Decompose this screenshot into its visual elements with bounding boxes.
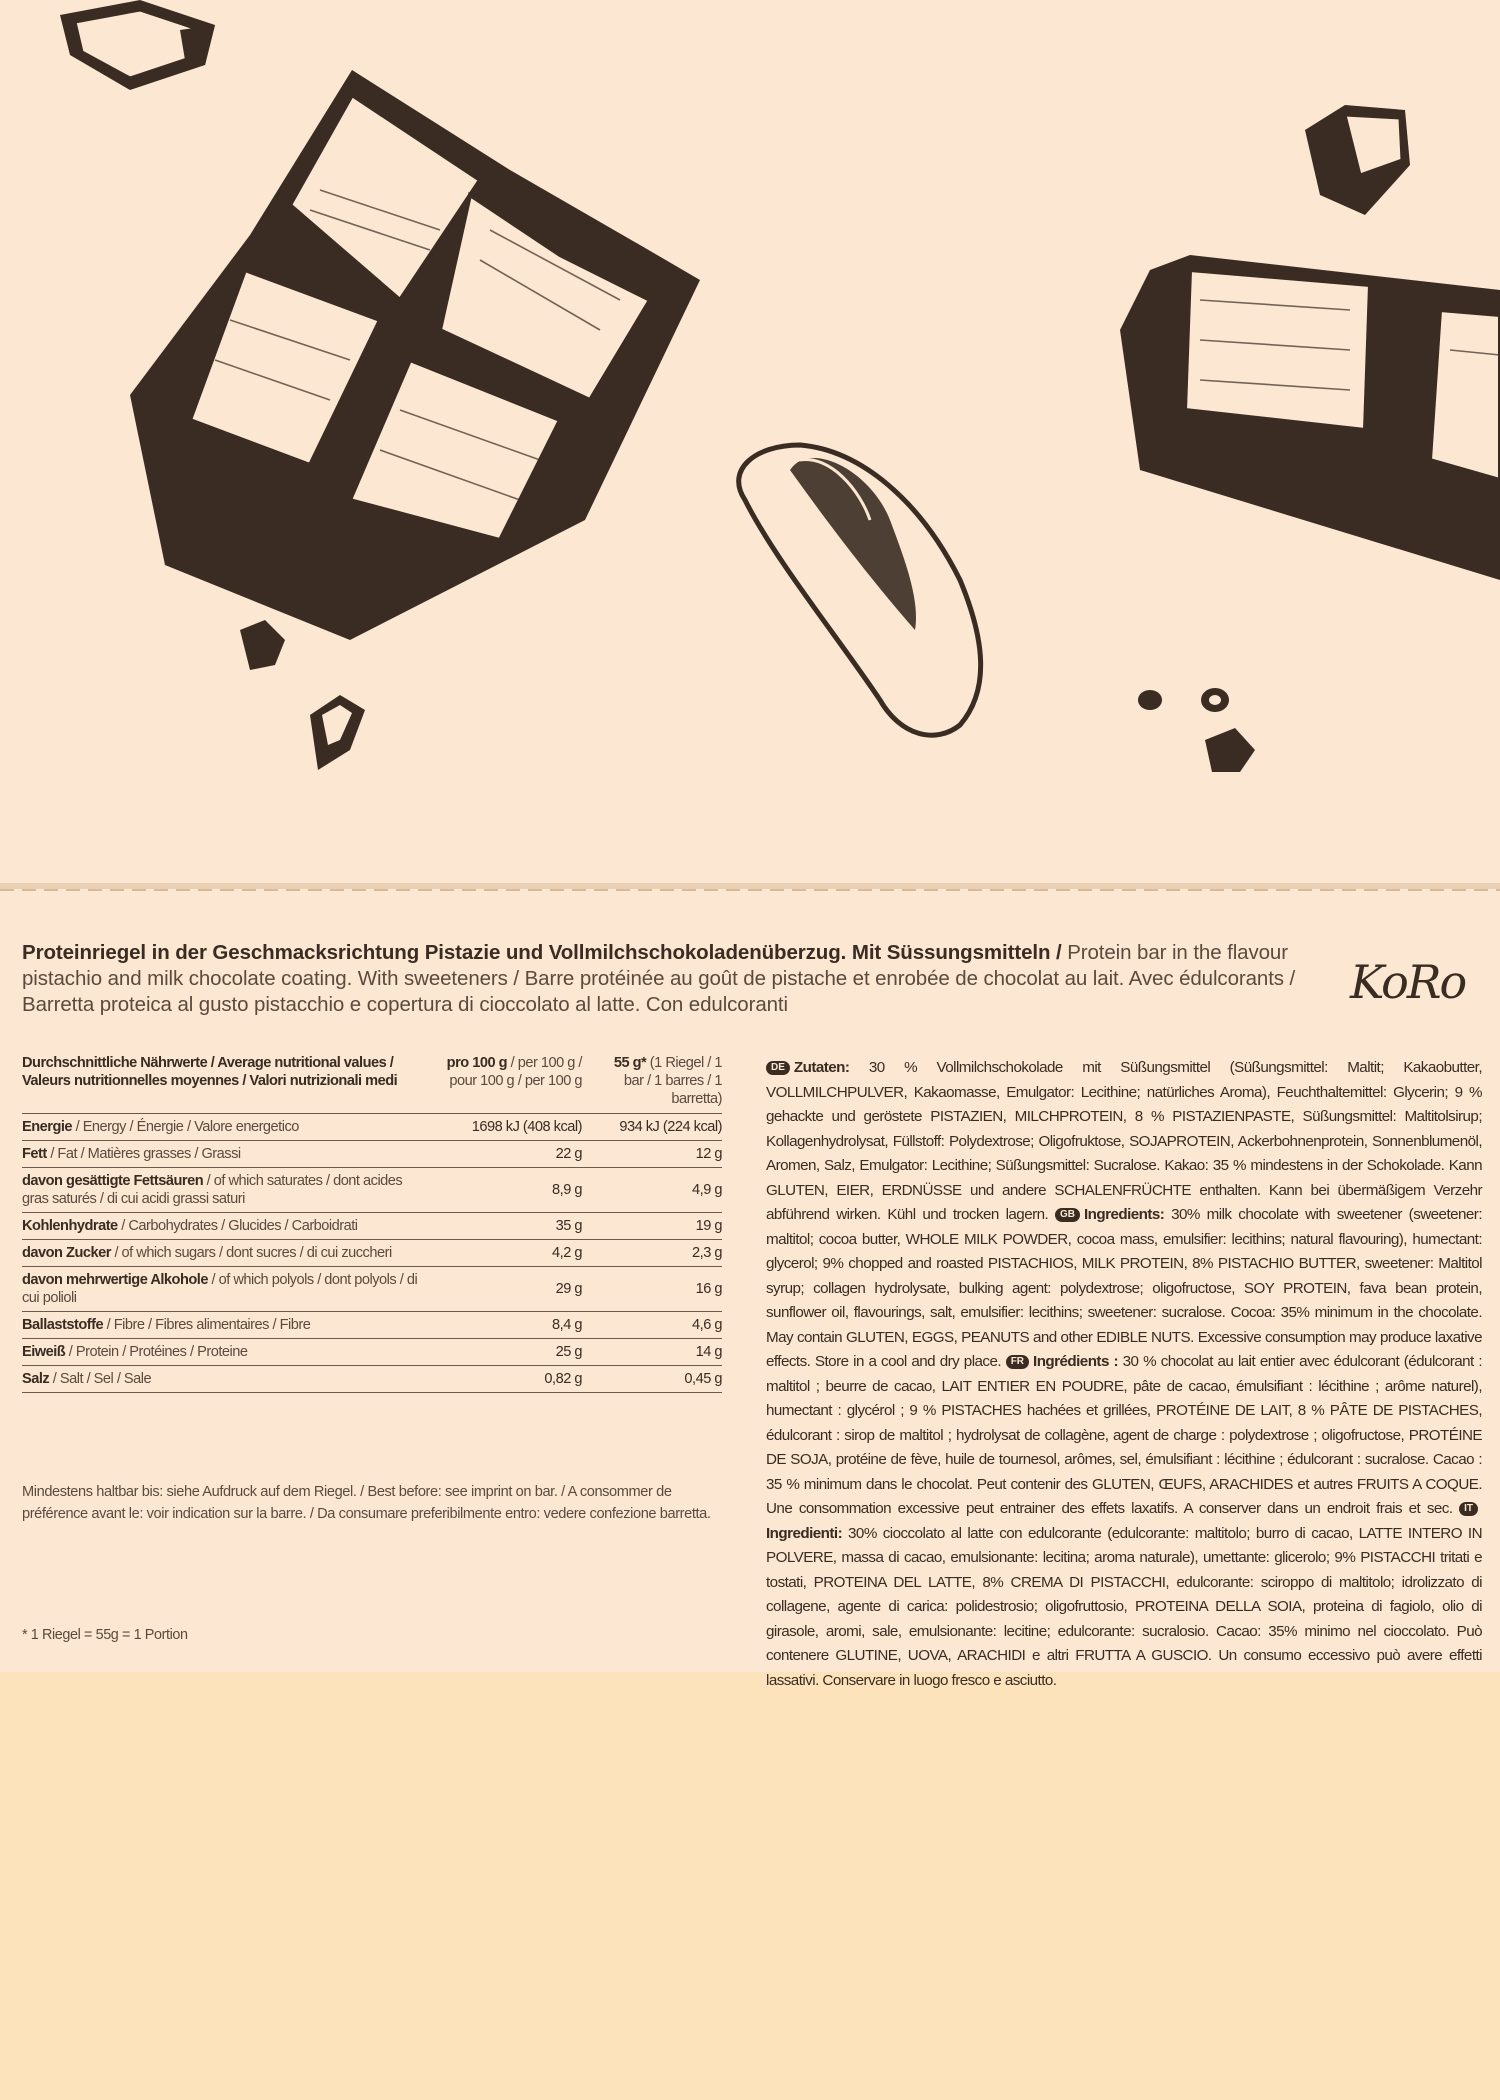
serving-footnote: * 1 Riegel = 55g = 1 Portion: [22, 1627, 188, 1643]
nutrition-header-per100: pro 100 g / per 100 g / pour 100 g / per 100 g: [432, 1050, 602, 1114]
language-badge: GB: [1055, 1208, 1080, 1222]
nutrient-name: Kohlenhydrate / Carbohydrates / Glucides / Carboidrati: [22, 1213, 432, 1240]
nutrition-table: [22, 1050, 722, 1393]
nutrient-serving: 4,6 g: [602, 1312, 722, 1339]
ingredients-label: Ingredients:: [1083, 1206, 1165, 1223]
nutrient-serving: 4,9 g: [602, 1168, 722, 1213]
nutrient-serving: 0,45 g: [602, 1366, 722, 1393]
headline-translations: Protein bar in the flavour pistachio and milk chocolate coating. With sweeteners / Barre protéinée au goût de pistache et enrobée de chocolat au lait. Avec édulcorants / Barretta proteica al gusto pistacchio e copertura di cioccolato al latte. Con edulcoranti: [22, 941, 1296, 1016]
table-row: [22, 1312, 722, 1339]
ingredients-label: Ingredienti:: [766, 1524, 843, 1542]
nutrient-serving: 19 g: [602, 1213, 722, 1240]
table-row: [22, 1168, 722, 1213]
chocolate-bar-right: [1120, 255, 1500, 580]
headline-bold: Proteinriegel in der Geschmacksrichtung Pistazie und Vollmilchschokoladenüberzug. Mit Süssungsmitteln /: [22, 941, 1062, 964]
nutrient-per100: 8,4 g: [432, 1312, 602, 1339]
chocolate-chunk-top-left: [60, 0, 215, 90]
nutrient-per100: 8,9 g: [432, 1168, 602, 1213]
language-badge: FR: [1006, 1355, 1029, 1369]
ingredients-label: Ingrédients :: [1033, 1353, 1118, 1370]
nutrient-per100: 29 g: [432, 1267, 602, 1312]
nutrient-name: Ballaststoffe / Fibre / Fibres alimentaires / Fibre: [22, 1312, 432, 1339]
nutrient-per100: 25 g: [432, 1339, 602, 1366]
nutrition-header-row: [22, 1050, 722, 1114]
language-badge: DE: [766, 1061, 790, 1075]
nutrient-serving: 2,3 g: [602, 1240, 722, 1267]
table-row: [22, 1339, 722, 1366]
chocolate-bar-large: [130, 70, 700, 640]
table-row: [22, 1141, 722, 1168]
brand-logo: KoRo: [1350, 955, 1466, 1009]
nutrient-name: davon gesättigte Fettsäuren / of which saturates / dont acides gras saturés / di cui acidi grassi saturi: [22, 1168, 432, 1213]
nutrient-name: Salz / Salt / Sel / Sale: [22, 1366, 432, 1393]
chocolate-crumbs: [240, 620, 1255, 772]
nutrient-serving: 16 g: [602, 1267, 722, 1312]
nutrient-per100: 4,2 g: [432, 1240, 602, 1267]
nutrition-header-serving: 55 g* (1 Riegel / 1 bar / 1 barres / 1 barretta): [602, 1050, 722, 1114]
ingredients-text: 30% cioccolato al latte con edulcorante (edulcorante: maltitolo; burro di cacao, LATTE INTERO IN POLVERE, massa di cacao, emulsionante: lecitina; aroma naturale), umettante: glicerolo; 9% PISTACCHI tritati e tostati, PROTEINA DEL LATTE, 8% CREMA DI PISTACCHI, edulcorante: sciroppo di maltitolo; idrolizzato di collagene, agente di carica: polidestrosio; oligofruttosio, PROTEINA DELLA SOIA, proteina di fagiolo, olio di girasole, aromi, sale, emulsionante: lecitine; edulcorante: sucralosio. Cacao: 35% minimo nel cioccolato. Può contenere GLUTINE, UOVA, ARACHIDI e altri FRUTTA A GUSCIO. Un consumo eccessivo può avere effetti lassativi. Conservare in luogo fresco e asciutto.: [766, 1524, 1482, 1689]
nutrition-body: [22, 1114, 722, 1393]
ingredients-text: 30% milk chocolate with sweetener (sweetener: maltitol; cocoa butter, WHOLE MILK POWDER, cocoa mass, emulsifier: lecithins; natural flavouring), humectant: glycerol; 9% chopped and roasted PISTACHIOS, MILK PROTEIN, 8% PISTACHIO BUTTER, sweetener: Maltitol syrup; collagen hydrolysate, bulking agent: polydextrose; oligofructose, SOY PROTEIN, fava bean protein, sunflower oil, flavourings, salt, emulsifier: lecithins; sweetener: sucralose. Cocoa: 35% minimum in the chocolate. May contain GLUTEN, EGGS, PEANUTS and other EDIBLE NUTS. Excessive consumption may produce laxative effects. Store in a cool and dry place.: [766, 1206, 1482, 1370]
illustration: [0, 0, 1500, 880]
chocolate-chunk-top-right: [1305, 105, 1410, 215]
nutrient-name: Energie / Energy / Énergie / Valore energetico: [22, 1114, 432, 1141]
nutrition-header-label: Durchschnittliche Nährwerte / Average nutritional values / Valeurs nutritionnelles moyennes / Valori nutrizionali medi: [22, 1050, 432, 1114]
best-before-note: Mindestens haltbar bis: siehe Aufdruck auf dem Riegel. / Best before: see imprint on bar. / A consommer de préférence avant le: voir indication sur la barre. / Da consumare preferibilmente entro: vedere confezione barretta.: [22, 1484, 711, 1522]
nutrient-serving: 12 g: [602, 1141, 722, 1168]
nutrient-per100: 35 g: [432, 1213, 602, 1240]
pistachio: [739, 445, 981, 735]
nutrient-name: davon Zucker / of which sugars / dont sucres / di cui zuccheri: [22, 1240, 432, 1267]
ingredients-text: 30 % chocolat au lait entier avec édulcorant (édulcorant : maltitol ; beurre de cacao, LAIT ENTIER EN POUDRE, pâte de cacao, émulsifiant : lécithine ; arôme naturel), humectant : glycérol ; 9 % PISTACHES hachées et grillées, PROTÉINE DE LAIT, 8 % PÂTE DE PISTACHES, édulcorant : sirop de maltitol ; hydrolysat de collagène, agent de charge : polydextrose ; oligofructose, PROTÉINE DE SOJA, protéine de fève, huile de tournesol, arômes, sel, émulsifiant : lécithine ; édulcorant : sucralose. Cacao : 35 % minimum dans le chocolat. Peut contenir des GLUTEN, ŒUFS, ARACHIDES et autres FRUITS A COQUE. Une consommation excessive peut entrainer des effets laxatifs. A conserver dans un endroit frais et sec.: [766, 1353, 1483, 1517]
ingredients-label: Zutaten:: [793, 1059, 850, 1076]
nutrient-per100: 0,82 g: [432, 1366, 602, 1393]
ingredients-block: [766, 1056, 1482, 1693]
nutrient-name: Eiweiß / Protein / Protéines / Proteine: [22, 1339, 432, 1366]
product-headline: [22, 940, 1322, 1018]
nutrient-name: Fett / Fat / Matières grasses / Grassi: [22, 1141, 432, 1168]
table-row: [22, 1114, 722, 1141]
table-row: [22, 1366, 722, 1393]
nutrient-name: davon mehrwertige Alkohole / of which polyols / dont polyols / di cui polioli: [22, 1267, 432, 1312]
perforation-line: [0, 880, 1500, 900]
nutrient-per100: 22 g: [432, 1141, 602, 1168]
nutrient-serving: 934 kJ (224 kcal): [602, 1114, 722, 1141]
nutrient-per100: 1698 kJ (408 kcal): [432, 1114, 602, 1141]
table-row: [22, 1240, 722, 1267]
table-row: [22, 1267, 722, 1312]
table-row: [22, 1213, 722, 1240]
ingredients-text: 30 % Vollmilchschokolade mit Süßungsmittel (Süßungsmittel: Maltit; Kakaobutter, VOLLMILCHPULVER, Kakaomasse, Emulgator: Lecithine; natürliches Aroma), Feuchthaltemittel: Glycerin; 9 % gehackte und geröstete PISTAZIEN, MILCHPROTEIN, 8 % PISTAZIENPASTE, Süßungsmittel: Maltitolsirup; Kollagenhydrolysat, Füllstoff: Polydextrose; Oligofruktose, SOJAPROTEIN, Ackerbohnenprotein, Sonnenblumenöl, Aromen, Salz, Emulgator: Lecithine; Süßungsmittel: Sucralose. Kakao: 35 % mindestens in der Schokolade. Kann GLUTEN, EIER, ERDNÜSSE und andere SCHALENFRÜCHTE enthalten. Kann bei übermäßigem Verzehr abführend wirken. Kühl und trocken lagern.: [766, 1059, 1482, 1223]
language-badge: IT: [1459, 1502, 1478, 1516]
nutrient-serving: 14 g: [602, 1339, 722, 1366]
